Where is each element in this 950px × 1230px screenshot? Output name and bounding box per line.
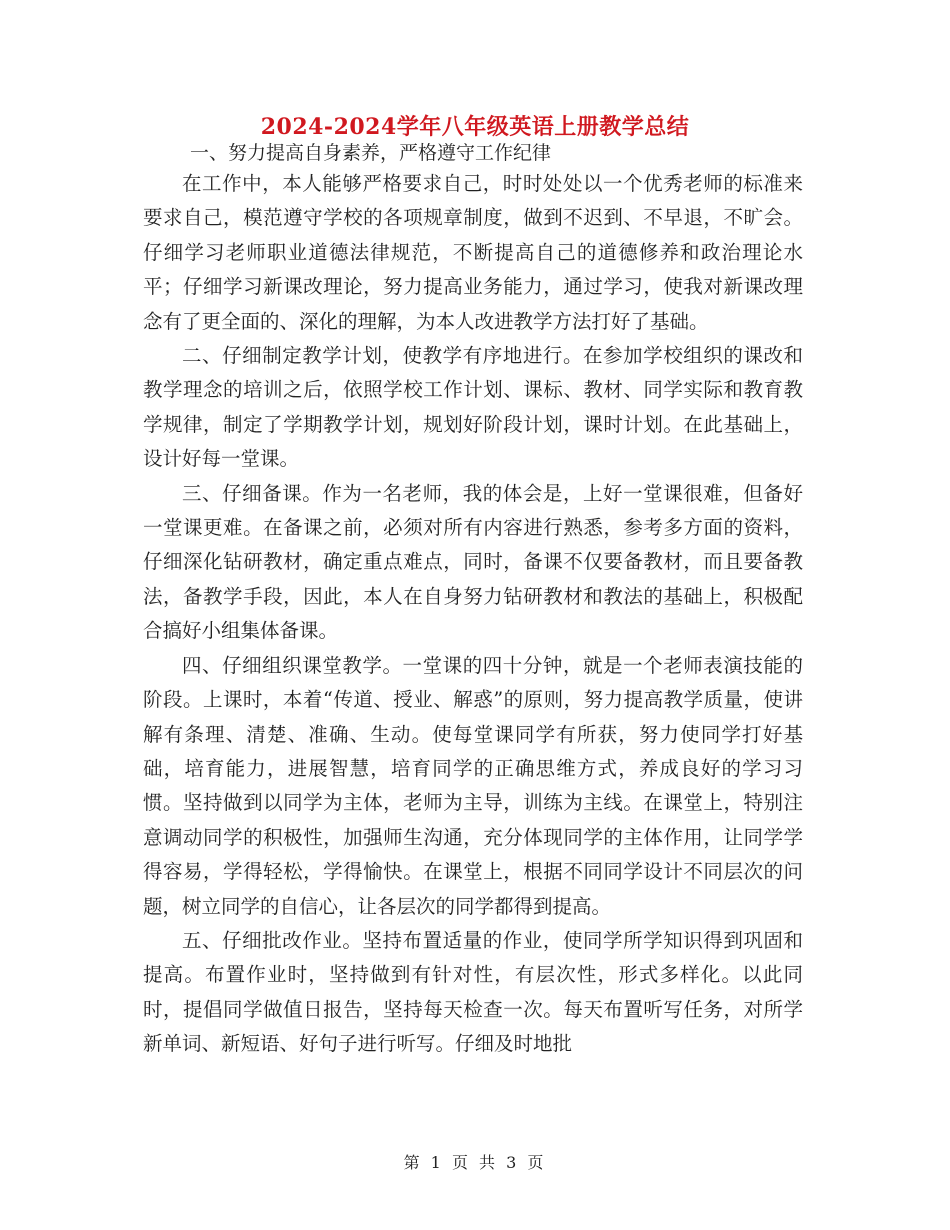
document-title: 2024-2024学年八年级英语上册教学总结 (260, 114, 690, 140)
paragraph-4: 四、仔细组织课堂教学。一堂课的四十分钟，就是一个老师表演技能的阶段。上课时，本着“传道、授业、解惑”的原则，努力提高教学质量，使讲解有条理、清楚、准确、生动。使每堂课同学有所获，努力使同学打好基础，培育能力，进展智慧，培育同学的正确思维方式，养成良好的学习习惯。坚持做到以同学为主体，老师为主导，训练为主线。在课堂上，特别注意调动同学的积极性，加强师生沟通，充分体现同学的主体作用，让同学学得容易，学得轻松，学得愉快。在课堂上，根据不同同学设计不同层次的问题，树立同学的自信心，让各层次的同学都得到提高。 (143, 653, 803, 918)
paragraph-2: 二、仔细制定教学计划，使教学有序地进行。在参加学校组织的课改和教学理念的培训之后，依照学校工作计划、课标、教材、同学实际和教育教学规律，制定了学期教学计划，规划好阶段计划，课时计划。在此基础上，设计好每一堂课。 (143, 344, 803, 471)
document-body (143, 167, 803, 1062)
paragraph-1: 在工作中，本人能够严格要求自己，时时处处以一个优秀老师的标准来要求自己，模范遵守学校的各项规章制度，做到不迟到、不早退，不旷会。仔细学习老师职业道德法律规范，不断提高自己的道德修养和政治理论水平；仔细学习新课改理论，努力提高业务能力，通过学习，使我对新课改理念有了更全面的、深化的理解，为本人改进教学方法打好了基础。 (143, 172, 803, 333)
paragraph-3: 三、仔细备课。作为一名老师，我的体会是，上好一堂课很难，但备好一堂课更难。在备课之前，必须对所有内容进行熟悉，参考多方面的资料，仔细深化钻研教材，确定重点难点，同时，备课不仅要备教材，而且要备教法，备教学手段，因此，本人在自身努力钻研教材和教法的基础上，积极配合搞好小组集体备课。 (143, 481, 803, 643)
paragraph-5: 五、仔细批改作业。坚持布置适量的作业，使同学所学知识得到巩固和提高。布置作业时，坚持做到有针对性，有层次性，形式多样化。以此同时，提倡同学做值日报告，坚持每天检查一次。每天布置听写任务，对所学新单词、新短语、好句子进行听写。仔细及时地批 (143, 928, 803, 1056)
page-footer: 第 1 页 共 3 页 (403, 1153, 547, 1172)
section-heading: 一、努力提高自身素养，严格遵守工作纪律 (190, 142, 552, 164)
